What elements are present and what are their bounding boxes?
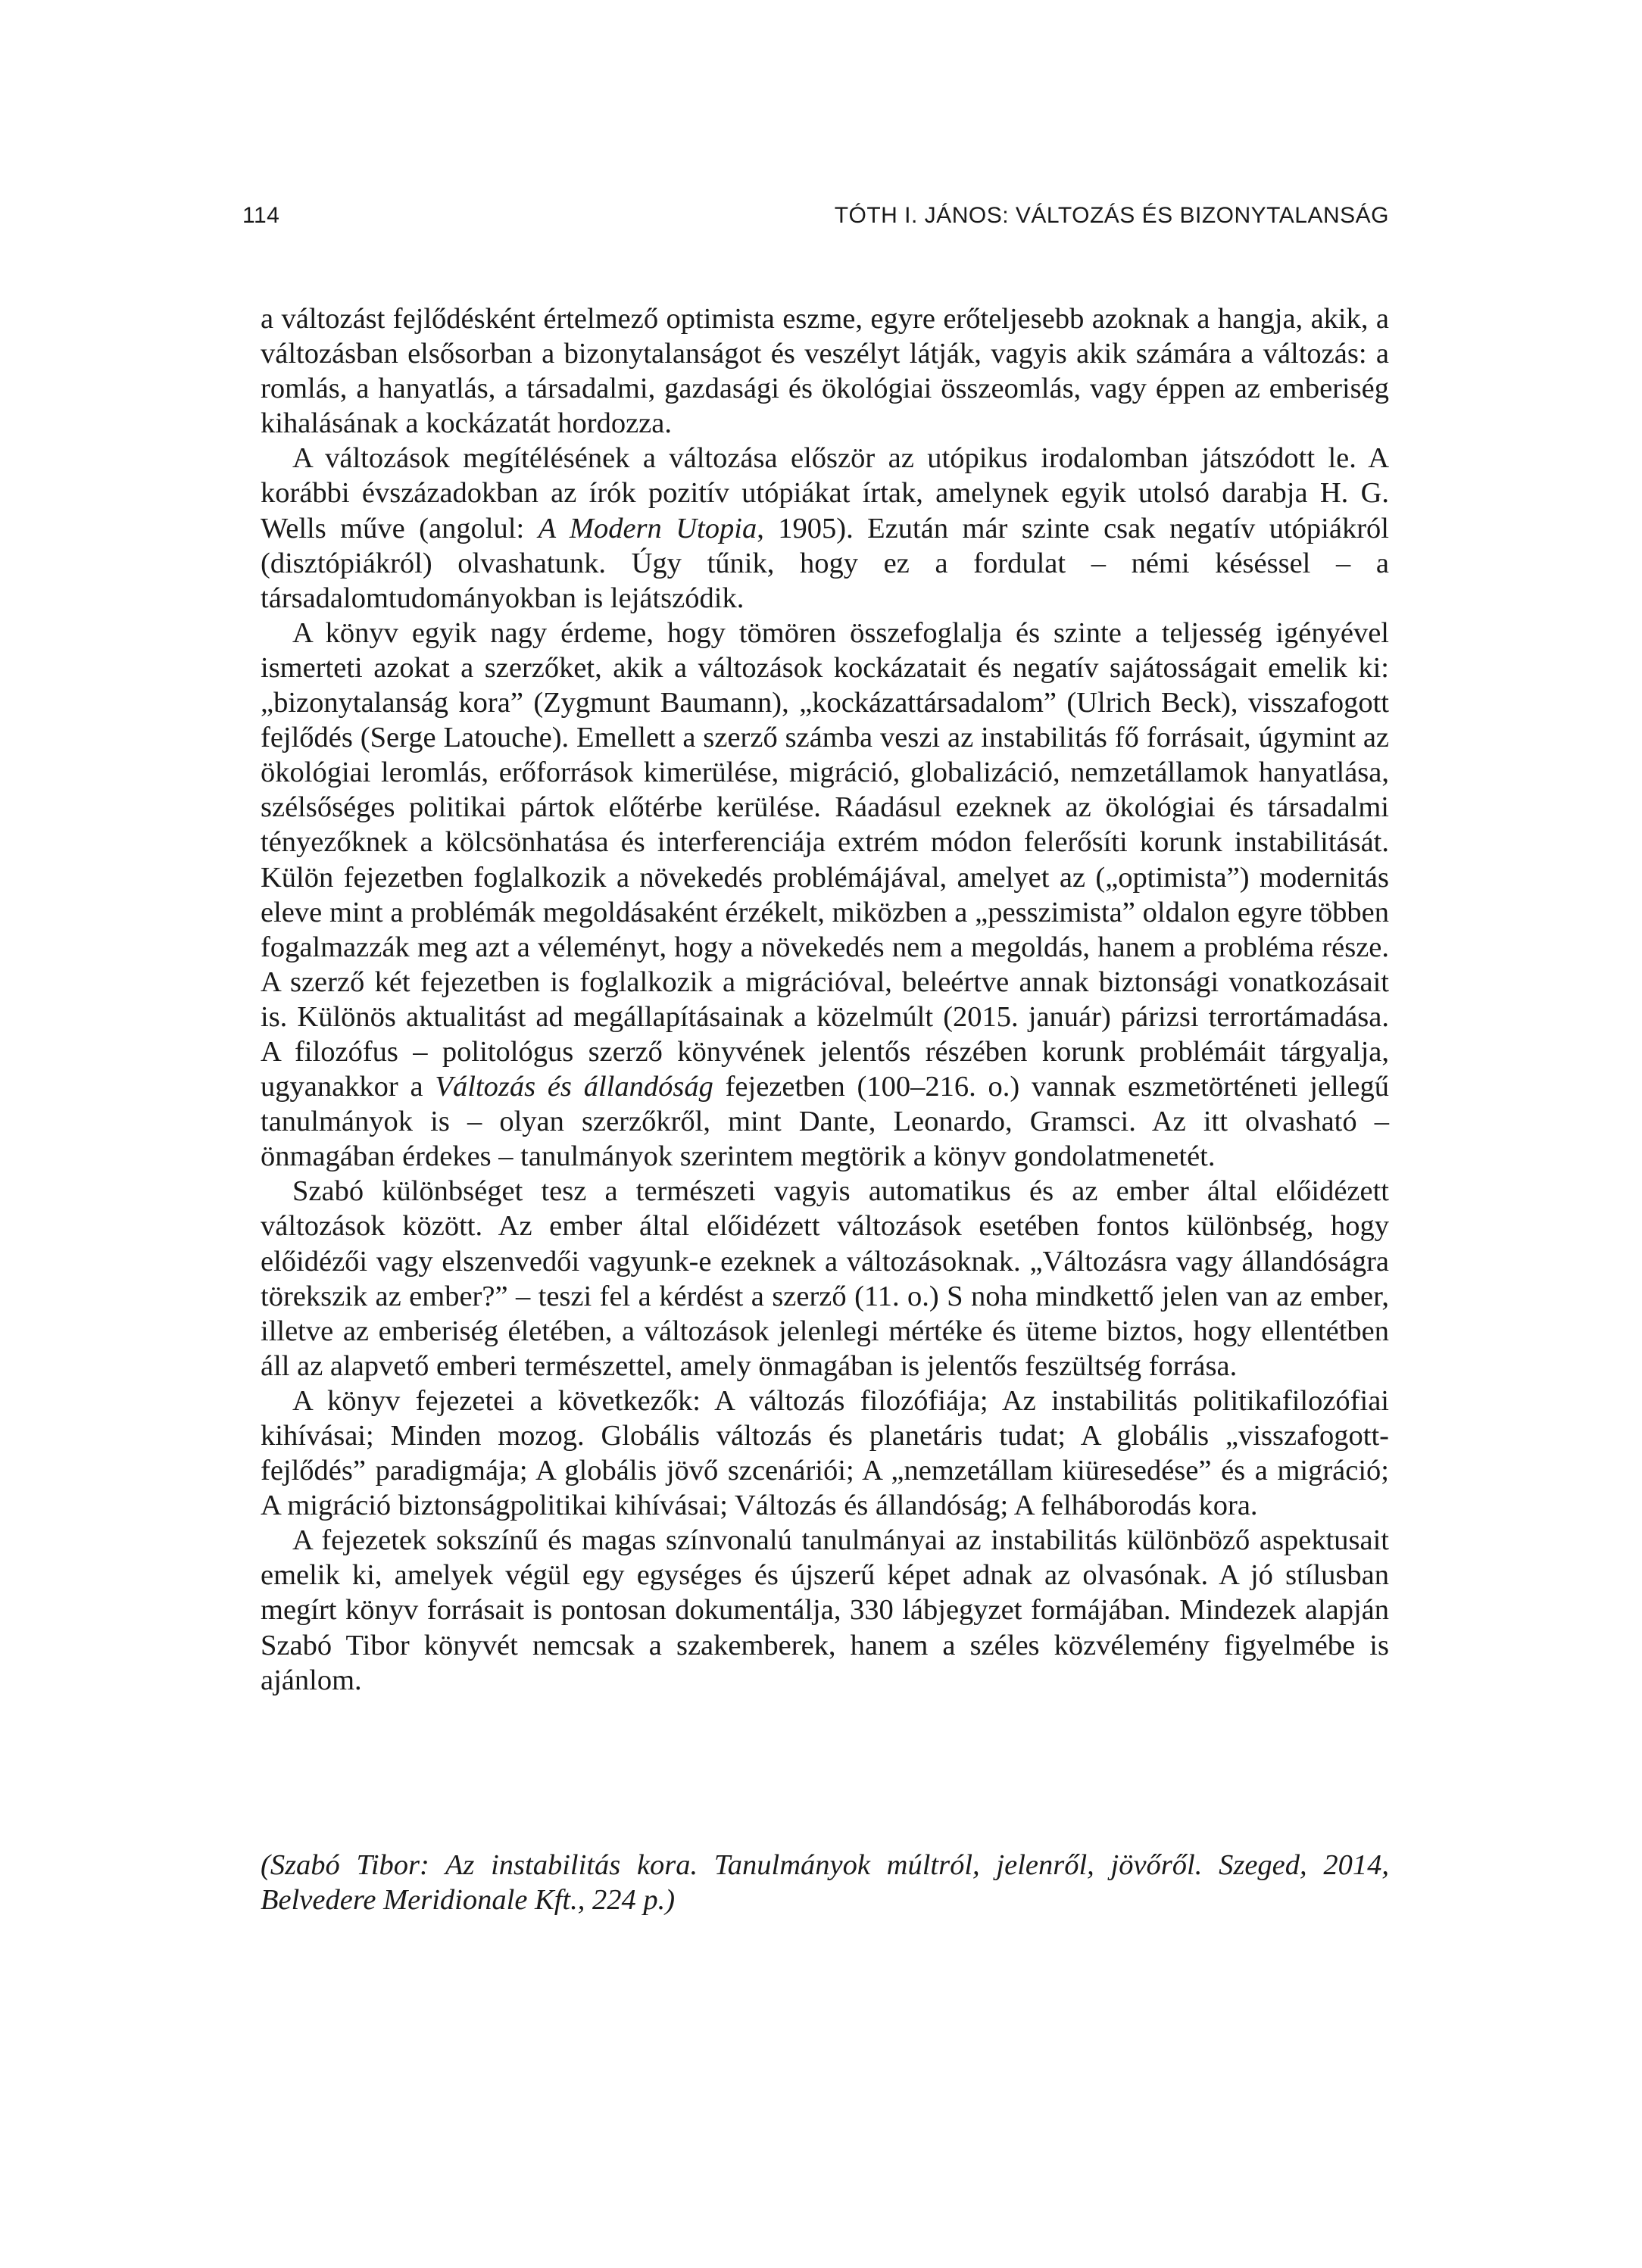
paragraph-4: Szabó különbséget tesz a természeti vagyis automatikus és az ember által előidézett változások között. Az ember által előidézett változások esetében fontos különbség, hogy előidézői vagy elszenvedői vagyunk-e ezeknek a változásoknak. „Változásra vagy állandóságra törekszik az ember?” – teszi fel a kérdést a szerző (11. o.) S noha mindkettő jelen van az ember, illetve az emberiség életében, a változások jelenlegi mértéke és üteme biztos, hogy ellentétben áll az alapvető emberi természettel, amely önmagában is jelentős feszültség forrása. — [261, 1175, 1389, 1382]
paragraph-2 — [261, 441, 1389, 615]
paragraph-1: a változást fejlődésként értelmező optimista eszme, egyre erőteljesebb azoknak a hangja, akik, a változásban elsősorban a bizonytalanságot és veszélyt látják, vagyis akik számára a változás: a romlás, a hanyatlás, a társadalmi, gazdasági és ökológiai összeomlás, vagy éppen az emberiség kihalásának a kockázatát hordozza. — [261, 303, 1389, 440]
running-head: TÓTH I. JÁNOS: VÁLTOZÁS ÉS BIZONYTALANSÁG — [834, 203, 1389, 228]
paragraph-5: A könyv fejezetei a következők: A változás filozófiája; Az instabilitás politikafilozófiai kihívásai; Minden mozog. Globális változás és planetáris tudat; A globális „visszafogott-fejlődés” paradigmája; A globális jövő szcenáriói; A „nemzetállam kiüresedése” és a migráció; A migráció biztonságpolitikai kihívásai; Változás és állandóság; A felháborodás kora. — [261, 1384, 1389, 1522]
page-header — [242, 203, 1389, 233]
paragraph-3-text-a: A könyv egyik nagy érdeme, hogy tömören összefoglalja és szinte a teljesség igényével ismerteti azokat a szerzőket, akik a változások kockázatait és negatív sajátosságait emelik ki: „bizonytalanság kora” (Zygmunt Baumann), „kockázattársadalom” (Ulrich Beck), visszafogott fejlődés (Serge Latouche). Emellett a szerző számba veszi az instabilitás fő forrásait, úgymint az ökológiai leromlás, erőforrások kimerülése, migráció, globalizáció, nemzetállamok hanyatlása, szélsőséges politikai pártok előtérbe kerülése. Ráadásul ezeknek az ökológiai és társadalmi tényezőknek a kölcsönhatása és interferenciája extrém módon felerősíti korunk instabilitását. Külön fejezetben foglalkozik a növekedés problémájával, amelyet az („optimista”) modernitás eleve mint a problémák megoldásaként érzékelt, miközben a „pesszimista” oldalon egyre többen fogalmazzák meg azt a véleményt, hogy a növekedés nem a megoldás, hanem a probléma része. A szerző két fejezetben is foglalkozik a migrációval, beleértve annak biztonsági vonatkozásait is. Különös aktualitást ad megállapításainak a közelmúlt (2015. január) párizsi terrortámadása. A filozófus – politológus szerző könyvének jelentős részében korunk problémáit tárgyalja, ugyanakkor a — [261, 616, 1389, 1103]
paragraph-2-text-b: , 1905). Ezután már szinte csak negatív utópiákról (disztópiákról) olvashatunk. Úgy tűnik, hogy ez a fordulat – némi késéssel – a társadalomtudományokban is lejátszódik. — [261, 512, 1389, 614]
page-number: 114 — [242, 203, 280, 228]
book-citation: (Szabó Tibor: Az instabilitás kora. Tanulmányok múltról, jelenről, jövőről. Szeged, 2014, Belvedere Meridionale Kft., 224 p.) — [261, 1849, 1389, 1916]
paragraph-3 — [261, 616, 1389, 1175]
paragraph-6: A fejezetek sokszínű és magas színvonalú tanulmányai az instabilitás különböző aspektusait emelik ki, amelyek végül egy egységes és újszerű képet adnak az olvasónak. A jó stílusban megírt könyv forrásait is pontosan dokumentálja, 330 lábjegyzet formájában. Mindezek alapján Szabó Tibor könyvét nemcsak a szakemberek, hanem a széles közvélemény figyelmébe is ajánlom. — [261, 1524, 1389, 1696]
article-body — [261, 301, 1389, 1698]
chapter-title-valtozas-es-allandosag: Változás és állandóság — [435, 1071, 713, 1103]
paragraph-2-text-a: A változások megítélésének a változása először az utópikus irodalomban játszódott le. A korábbi évszázadokban az írók pozitív utópiákat írtak, amelynek egyik utolsó darabja H. G. Wells műve (angolul: — [261, 442, 1389, 544]
book-title-a-modern-utopia: A Modern Utopia — [538, 512, 757, 544]
paragraph-3-text-b: fejezetben (100–216. o.) vannak eszmetörténeti jellegű tanulmányok is – olyan szerzőkről, mint Dante, Leonardo, Gramsci. Az itt olvasható – önmagában érdekes – tanulmányok szerintem megtörik a könyv gondolatmenetét. — [261, 1071, 1390, 1173]
